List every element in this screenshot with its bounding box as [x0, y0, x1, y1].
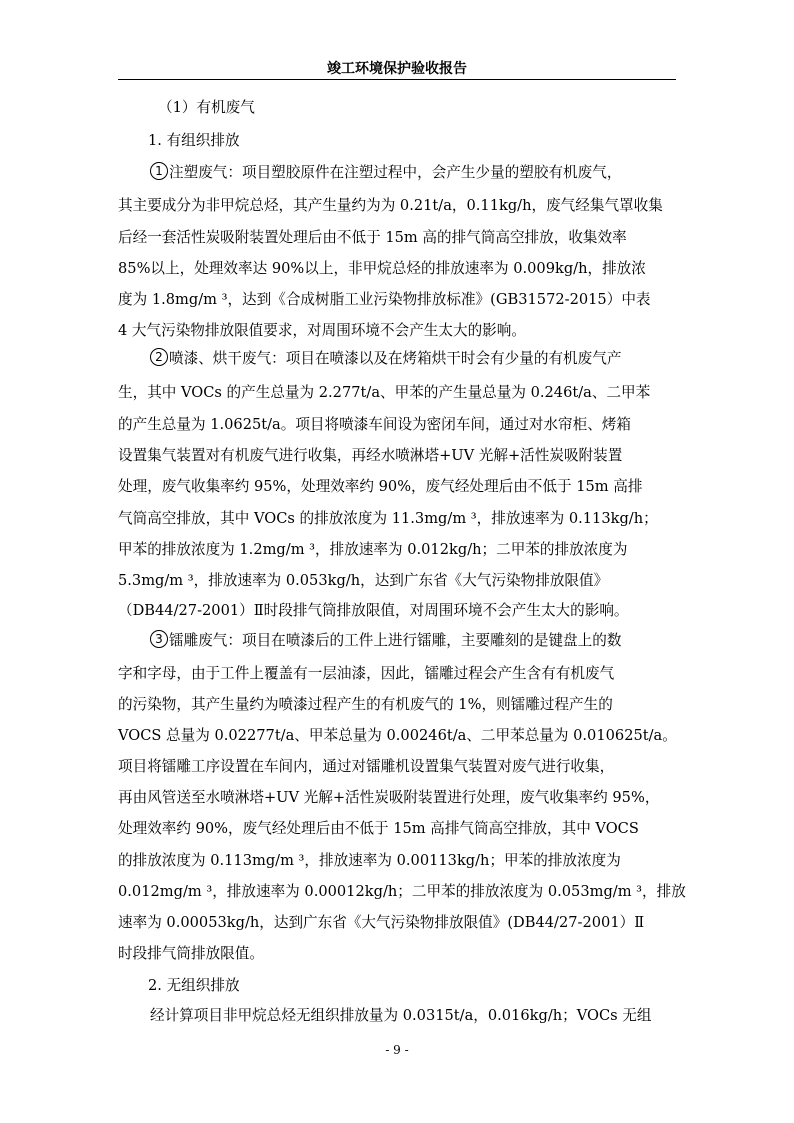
- paragraph-line: 字和字母，由于工件上覆盖有一层油漆，因此，镭雕过程会产生含有有机废气: [118, 665, 615, 682]
- paragraph-line: 的污染物，其产生量约为喷漆过程产生的有机废气的 1%，则镭雕过程产生的: [118, 696, 613, 713]
- paragraph-line: VOCS 总量为 0.02277t/a、甲苯总量为 0.00246t/a、二甲苯总量为 0.010625t/a。: [118, 727, 677, 744]
- paragraph-line: 处理效率约 90%，废气经处理后由不低于 15m 高排气筒高空排放，其中 VOCS: [118, 820, 639, 837]
- paragraph-line: 设置集气装置对有机废气进行收集，再经水喷淋塔+UV 光解+活性炭吸附装置: [118, 447, 623, 464]
- paragraph-line: 速率为 0.00053kg/h，达到广东省《大气污染物排放限值》(DB44/27-2001）Ⅱ: [118, 914, 645, 931]
- header-divider: [118, 79, 676, 80]
- circled-number: 1: [150, 162, 168, 180]
- paragraph-line: 其主要成分为非甲烷总烃，其产生量约为为 0.21t/a，0.11kg/h，废气经集气罩收集: [118, 197, 663, 214]
- subsection-title: 2. 无组织排放: [148, 977, 240, 994]
- paragraph-line: 处理，废气收集率约 95%，处理效率约 90%，废气经处理后由不低于 15m 高排: [118, 478, 643, 495]
- paragraph-text: 镭雕废气：项目在喷漆后的工件上进行镭雕，主要雕刻的是键盘上的数: [169, 632, 622, 649]
- paragraph-line: 时段排气筒排放限值。: [118, 945, 264, 962]
- page-number: - 9 -: [385, 1043, 409, 1057]
- paragraph-line: 的产生总量为 1.0625t/a。项目将喷漆车间设为密闭车间，通过对水帘柜、烤箱: [118, 416, 632, 433]
- page-title: 竣工环境保护验收报告: [327, 61, 467, 77]
- paragraph-line: 4 大气污染物排放限值要求，对周围环境不会产生太大的影响。: [118, 322, 526, 339]
- paragraph-line: 生，其中 VOCs 的产生总量为 2.277t/a、甲苯的产生量总量为 0.246t/a、二甲苯: [118, 384, 651, 401]
- paragraph-line: 再由风管送至水喷淋塔+UV 光解+活性炭吸附装置进行处理，废气收集率约 95%，: [118, 789, 660, 806]
- paragraph-line: 85%以上，处理效率达 90%以上，非甲烷总烃的排放速率为 0.009kg/h，排放浓: [118, 260, 646, 277]
- paragraph-line: 5.3mg/m ³，排放速率为 0.053kg/h，达到广东省《大气污染物排放限值》: [118, 572, 609, 589]
- section-title: （1）有机废气: [158, 99, 255, 116]
- paragraph-text: 喷漆、烘干废气：项目在喷漆以及在烤箱烘干时会有少量的有机废气产: [169, 350, 622, 367]
- paragraph-line: 后经一套活性炭吸附装置处理后由不低于 15m 高的排气筒高空排放，收集效率: [118, 229, 627, 246]
- paragraph-line: 经计算项目非甲烷总烃无组织排放量为 0.0315t/a，0.016kg/h；VOCs 无组: [150, 1007, 652, 1024]
- paragraph-line: （DB44/27-2001）Ⅱ时段排气筒排放限值，对周围环境不会产生太大的影响。: [118, 602, 629, 619]
- paragraph-line: [150, 162, 621, 183]
- paragraph-line: 的排放浓度为 0.113mg/m ³，排放速率为 0.00113kg/h；甲苯的排放浓度为: [118, 852, 621, 869]
- paragraph-line: 甲苯的排放浓度为 1.2mg/m ³，排放速率为 0.012kg/h；二甲苯的排放浓度为: [118, 541, 628, 558]
- paragraph-line: 度为 1.8mg/m ³，达到《合成树脂工业污染物排放标准》(GB31572-2015）中表: [118, 291, 651, 308]
- paragraph-line: [150, 630, 621, 651]
- paragraph-line: 0.012mg/m ³，排放速率为 0.00012kg/h；二甲苯的排放浓度为 0.053mg/m ³，排放: [118, 883, 686, 900]
- paragraph-line: [150, 348, 621, 369]
- paragraph-text: 注塑废气：项目塑胶原件在注塑过程中，会产生少量的塑胶有机废气，: [169, 164, 622, 181]
- paragraph-line: 气筒高空排放，其中 VOCs 的排放浓度为 11.3mg/m ³，排放速率为 0.113kg/h；: [118, 510, 658, 527]
- circled-number: 2: [150, 348, 168, 366]
- circled-number: 3: [150, 630, 168, 648]
- paragraph-line: 项目将镭雕工序设置在车间内，通过对镭雕机设置集气装置对废气进行收集，: [118, 758, 615, 775]
- subsection-title: 1. 有组织排放: [148, 132, 240, 149]
